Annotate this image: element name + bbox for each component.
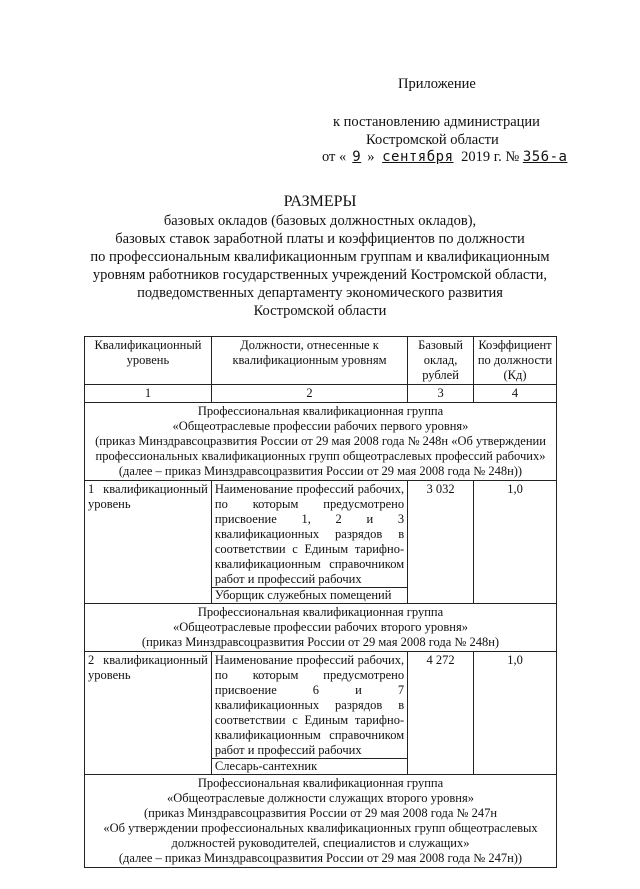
salary-table [84, 336, 557, 868]
column-number-row [85, 385, 557, 403]
table-header-row [85, 337, 557, 385]
group-heading-line: Профессиональная квалификационная группа [197, 404, 444, 418]
positions-cell [211, 481, 407, 604]
date-year: 2019 г. № [461, 149, 520, 165]
group-heading-line: «Общеотраслевые профессии рабочих второго уровня» [173, 620, 468, 634]
group-heading-line: (приказ Минздравсоцразвития России от 29 мая 2008 года № 248н) [141, 635, 500, 649]
group-heading-line: «Общеотраслевые должности служащих второго уровня» [167, 791, 474, 805]
positions-cell [211, 652, 407, 775]
group-heading [85, 604, 557, 652]
group-heading-line: профессиональных квалификационных групп общеотраслевых профессий рабочих» [95, 449, 546, 463]
title-line-2: базовых ставок заработной платы и коэффициентов по должности [115, 231, 525, 247]
base-salary: 4 272 [408, 652, 474, 775]
positions-text: Наименование профессий рабочих, по которым предусмотрено присвоение 1, 2 и 3 квалификационных разрядов в соответствии с Единым тарифно-квалификационным справочником работ и профессий рабочих [214, 482, 405, 586]
group-heading-line: (приказ Минздравсоцразвития России от 29 мая 2008 года № 248н «Об утверждении [95, 434, 546, 448]
coefficient: 1,0 [474, 481, 557, 604]
date-mid: » [367, 149, 375, 165]
decree-number: 356-а [522, 149, 568, 165]
col-number: 1 [85, 385, 212, 403]
qualification-level: 1 квалификационный уровень [85, 481, 212, 604]
title-line-6: Костромской области [253, 303, 387, 319]
title-line-3: по профессиональным квалификационным группам и квалификационным [90, 249, 550, 265]
date-day: 9 [352, 149, 362, 165]
document-title: РАЗМЕРЫ [283, 193, 357, 210]
group-heading-line: (далее – приказ Минздравсоцразвития России от 29 мая 2008 года № 248н)) [118, 464, 523, 478]
col-number: 2 [211, 385, 407, 403]
group-heading [85, 775, 557, 868]
base-salary: 3 032 [408, 481, 474, 604]
decree-line: к постановлению администрации [333, 114, 540, 130]
region-line: Костромской области [366, 132, 499, 148]
title-line-5: подведомственных департаменту экономического развития [137, 285, 503, 301]
header-level: Квалификационный уровень [85, 337, 212, 385]
qualification-level: 2 квалификационный уровень [85, 652, 212, 775]
date-prefix: от « [322, 149, 347, 165]
group-heading-line: (приказ Минздравсоцразвития России от 29 мая 2008 года № 247н [143, 806, 498, 820]
header-positions: Должности, отнесенные к квалификационным уровням [211, 337, 407, 385]
col-number: 3 [408, 385, 474, 403]
group-heading-line: «Общеотраслевые профессии рабочих первого уровня» [172, 419, 469, 433]
appendix-label: Приложение [398, 76, 476, 92]
title-line-4: уровням работников государственных учреждений Костромской области, [92, 267, 548, 283]
group-heading-line: «Об утверждении профессиональных квалификационных групп общеотраслевых [103, 821, 538, 835]
group-heading [85, 403, 557, 481]
group-heading-line: (далее – приказ Минздравсоцразвития России от 29 мая 2008 года № 247н)) [118, 851, 523, 865]
position-extra: Уборщик служебных помещений [212, 587, 407, 603]
date-month: сентября [382, 149, 454, 165]
group-heading-line: должностей руководителей, специалистов и служащих» [171, 836, 470, 850]
coefficient: 1,0 [474, 652, 557, 775]
table-row [85, 481, 557, 604]
title-line-1: базовых окладов (базовых должностных окладов), [163, 213, 477, 229]
decree-date [322, 149, 567, 166]
group-heading-line: Профессиональная квалификационная группа [197, 776, 444, 790]
group-heading-row [85, 775, 557, 868]
group-heading-line: Профессиональная квалификационная группа [197, 605, 444, 619]
group-heading-row [85, 604, 557, 652]
positions-text: Наименование профессий рабочих, по которым предусмотрено присвоение 6 и 7 квалификационных разрядов в соответствии с Единым тарифно-квалификационным справочником работ и профессий рабочих [214, 653, 405, 757]
table-row [85, 652, 557, 775]
position-extra: Слесарь-сантехник [212, 758, 407, 774]
header-salary: Базовый оклад, рублей [408, 337, 474, 385]
header-coef: Коэффициент по должности (Кд) [474, 337, 557, 385]
col-number: 4 [474, 385, 557, 403]
group-heading-row [85, 403, 557, 481]
